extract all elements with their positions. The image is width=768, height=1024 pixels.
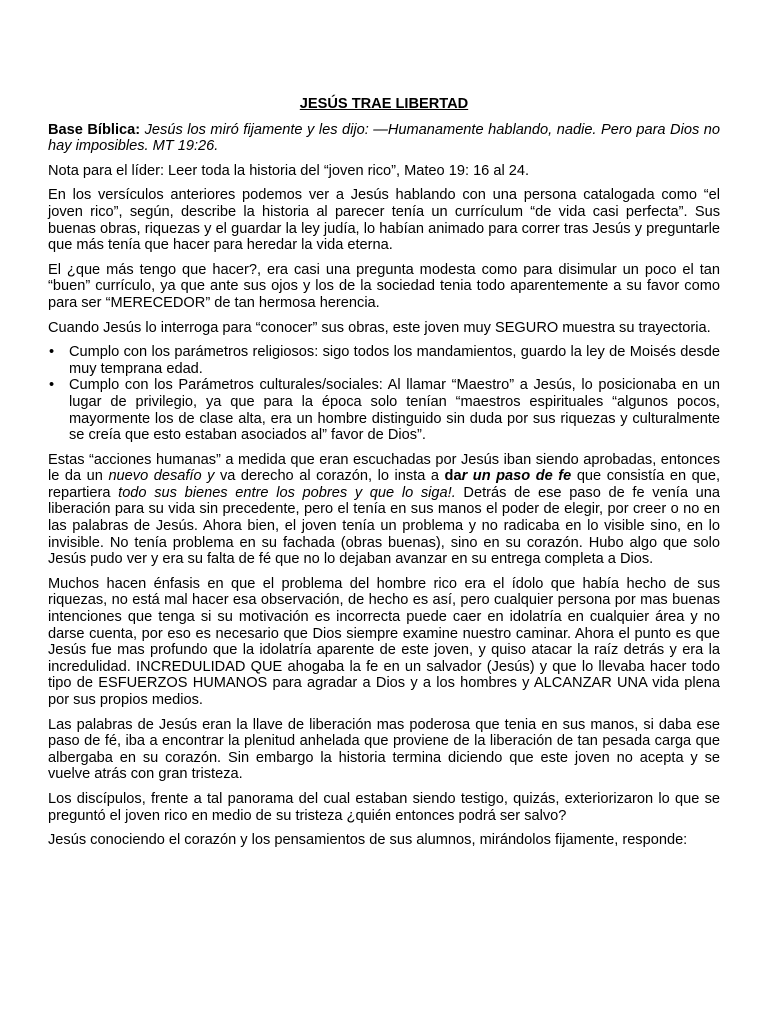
- p4-bold-italic-1: r un paso de fe: [461, 468, 572, 485]
- paragraph-6: Las palabras de Jesús eran la llave de liberación mas poderosa que tenia en sus manos, si daba ese paso de fé, iba a encontrar la plenitud anhelada que proviene de la liberación de tan pesada carga que albergaba en su corazón. Sin embargo la historia termina diciendo que este joven no acepta y se vuelve atrás con gran tristeza.: [48, 716, 720, 783]
- paragraph-4: [48, 452, 720, 568]
- p4-italic-2: todo sus bienes entre los pobres y que lo siga!.: [118, 484, 456, 501]
- paragraph-3: Cuando Jesús lo interroga para “conocer” sus obras, este joven muy SEGURO muestra su trayectoria.: [48, 319, 711, 336]
- p4-text-3: que consistía en que, repartiera: [48, 468, 720, 501]
- paragraph-2: El ¿que más tengo que hacer?, era casi una pregunta modesta como para disimular un poco el tan “buen” currículo, ya que ante sus ojos y los de la sociedad tenia todo aparentemente a su favor como para ser “MERECEDOR” de tan hermosa herencia.: [48, 261, 720, 311]
- bullet-icon: •: [49, 377, 55, 394]
- base-biblica-label: Base Bíblica:: [48, 121, 141, 138]
- list-item: [48, 377, 720, 443]
- p4-bold-1: da: [444, 468, 462, 485]
- list-item-text: Cumplo con los parámetros religiosos: sigo todos los mandamientos, guardo la ley de Moisés desde muy temprana edad.: [69, 344, 720, 377]
- p4-text-1: Estas “acciones humanas” a medida que eran escuchadas por Jesús iban siendo aprobadas, entonces le da un: [48, 451, 720, 485]
- leader-note: Nota para el líder: Leer toda la historia del “joven rico”, Mateo 19: 16 al 24.: [48, 162, 530, 179]
- list-item: [48, 344, 720, 377]
- p4-text-2: va derecho al corazón, lo insta a: [214, 468, 445, 485]
- list-item-text: Cumplo con los Parámetros culturales/sociales: Al llamar “Maestro” a Jesús, lo posicionaba en un lugar de privilegio, ya que para la época solo tenían “maestros espirituales “algunos pocos, mayormente los de clase alta, era un hombre distinguido sin duda por sus riquezas y culturalmente se creía que esto estaban asociados al” favor de Dios”.: [69, 377, 720, 444]
- paragraph-5: Muchos hacen énfasis en que el problema del hombre rico era el ídolo que había hecho de sus riquezas, no está mal hacer esa observación, de hecho es así, pero cualquier persona por mas buenas intenciones que tenga si su motivación es incorrecta puede caer en idolatría en cualquier área y no darse cuenta, por eso es necesario que Dios siempre examine nuestro caminar. Ahora el punto es que Jesús fue mas profundo que la idolatría aparente de este joven, y quiso atacar la raíz detrás y era la incredulidad. INCREDULIDAD QUE ahogaba la fe en un salvador (Jesús) y que lo llevaba hacer todo tipo de ESFUERZOS HUMANOS para agradar a Dios y a los hombres y ALCANZAR UNA vida plena por sus propios medios.: [48, 575, 720, 708]
- p4-italic-1: nuevo desafío y: [108, 468, 215, 485]
- paragraph-7: Los discípulos, frente a tal panorama del cual estaban siendo testigo, quizás, exteriorizaron lo que se preguntó el joven rico en medio de su tristeza ¿quién entonces podrá ser salvo?: [48, 790, 720, 824]
- page-title: JESÚS TRAE LIBERTAD: [299, 96, 469, 112]
- paragraph-1: En los versículos anteriores podemos ver a Jesús hablando con una persona catalogada como “el joven rico”, según, describe la historia al parecer tenía un currículum “de vida casi perfecta”. Sus buenas obras, riquezas y el guardar la ley judía, lo habían animado para correr tras Jesús y preguntarle que más tenía que hacer para heredar la vida eterna.: [48, 187, 720, 254]
- p4-text-4: Detrás de ese paso de fe venía una liberación para su vida sin precedente, pero el tenía en sus manos el poder de elegir, por creer o no en las palabras de Jesús. Ahora bien, el joven tenía un problema y no radicaba en lo visible sino, en lo invisible. No tenía problema en su fachada (obras buenas), sino en su corazón. Hubo algo que solo Jesús pudo ver y era su falta de fé que no lo dejaban avanzar en su entrega completa a Dios.: [48, 484, 720, 568]
- base-biblica-paragraph: [48, 122, 720, 155]
- bullet-icon: •: [49, 344, 55, 361]
- bullet-list: [48, 344, 720, 444]
- base-biblica-verse: Jesús los miró fijamente y les dijo: —Humanamente hablando, nadie. Pero para Dios no hay imposibles. MT 19:26.: [48, 121, 720, 155]
- paragraph-8: Jesús conociendo el corazón y los pensamientos de sus alumnos, mirándolos fijamente, responde:: [48, 832, 688, 849]
